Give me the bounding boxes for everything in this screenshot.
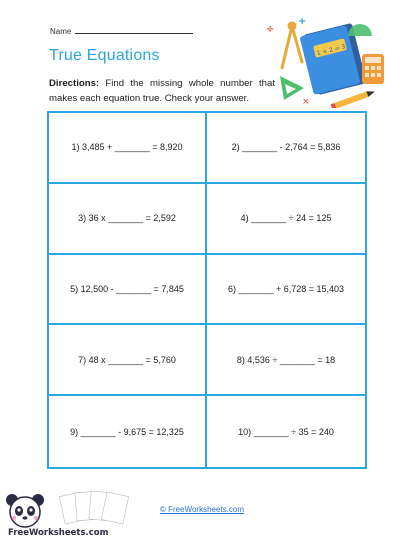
panda-icon: [6, 494, 44, 527]
logo-text: FreeWorksheets.com: [8, 528, 109, 538]
problem-cell: 2) _______ - 2,764 = 5,836: [207, 113, 365, 184]
problem-cell: 1) 3,485 + _______ = 8,920: [49, 113, 207, 184]
compass-icon: [282, 23, 302, 68]
problem-cell: 4) _______ ÷ 24 = 125: [207, 184, 365, 255]
svg-text:÷: ÷: [266, 24, 275, 35]
equations-grid: [47, 111, 367, 469]
problem-cell: 9) _______ - 9,675 = 12,325: [49, 396, 207, 467]
svg-text:+: +: [298, 16, 307, 27]
problem-cell: 6) _______ + 6,728 = 15,403: [207, 255, 365, 326]
calculator-icon: [362, 54, 384, 84]
name-row: [50, 26, 193, 36]
page-title: True Equations: [49, 47, 160, 64]
problem-cell: 8) 4,536 ÷ _______ = 18: [207, 325, 365, 396]
freeworksheets-logo: [2, 488, 142, 538]
problem-cell: 7) 48 x _______ = 5,760: [49, 325, 207, 396]
pencil-icon: [331, 89, 376, 108]
directions-text: Find the missing whole number that makes each equation true. Check your answer.: [49, 78, 275, 104]
svg-text:×: ×: [302, 97, 310, 107]
name-label: Name: [50, 27, 72, 36]
name-field-line[interactable]: [75, 26, 193, 34]
footer-website-link[interactable]: © FreeWorksheets.com: [160, 505, 244, 514]
directions: [49, 76, 275, 106]
math-supplies-illustration: [262, 16, 392, 108]
directions-label: Directions:: [49, 78, 100, 89]
svg-text:1 + 2 = 3: 1 + 2 = 3: [316, 43, 347, 58]
problem-cell: 3) 36 x _______ = 2,592: [49, 184, 207, 255]
problem-cell: 10) _______ ÷ 35 = 240: [238, 426, 334, 437]
problem-cell: 5) 12,500 - _______ = 7,845: [49, 255, 207, 326]
worksheet-stack-icon: [59, 491, 128, 524]
ruler-triangle-icon: [280, 76, 304, 100]
